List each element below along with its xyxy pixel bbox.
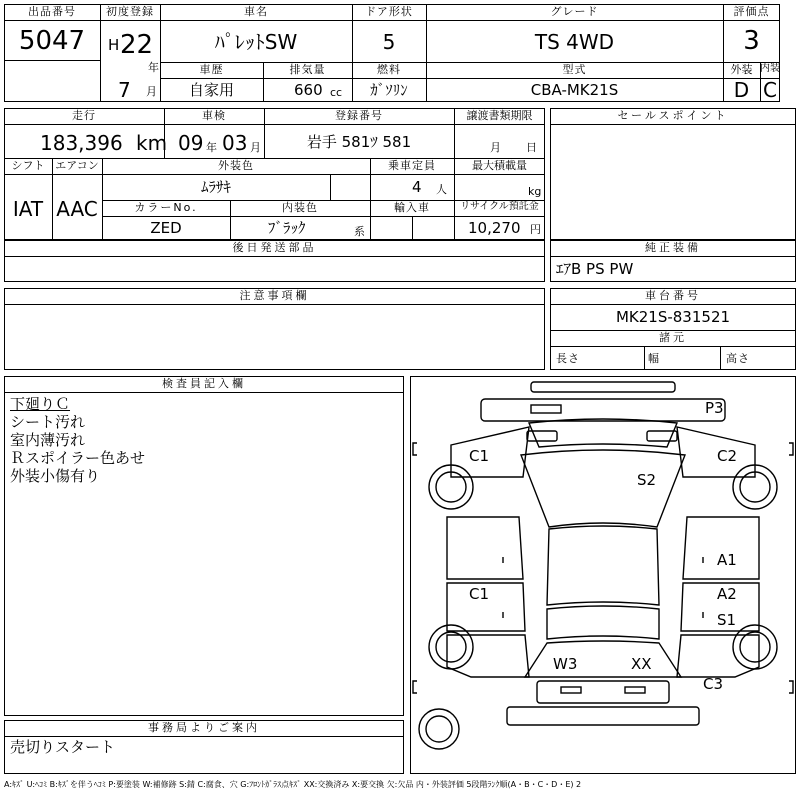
mark-s1: S1 (717, 611, 737, 629)
transfer-label: 譲渡書類期限 (466, 109, 533, 122)
exterior-color-value: ﾑﾗｻｷ (200, 178, 231, 196)
mark-a1: A1 (717, 551, 737, 569)
inspector-notes (10, 395, 145, 485)
damage-diagram (410, 376, 796, 774)
legend-text: A:ｷｽﾞ U:ﾍｺﾐ B:ｷｽﾞを伴うﾍｺﾐ P:要塗装 W:補修跡 S:錆 C:腐食、穴 G:ﾌﾛﾝﾄｶﾞﾗｽ点ｷｽﾞ XX:交換済み X:要交換 欠:欠品 内・外装評価 5段階ﾗﾝｸ順(A・B・C・D・E) 2 (4, 780, 582, 789)
reg-month: 7 (118, 78, 131, 102)
era: H (108, 36, 120, 54)
max-load-unit: kg (528, 185, 542, 198)
capacity-unit: 人 (436, 183, 448, 196)
equipment-value: ｴｱB PS PW (556, 260, 634, 278)
lot-label: 出品番号 (28, 5, 76, 18)
score-label: 評価点 (733, 5, 770, 18)
mileage-unit: km (136, 131, 168, 155)
max-load-label: 最大積載量 (472, 159, 527, 172)
aircon-label: エアコン (55, 159, 99, 172)
shift-label: シフト (11, 159, 45, 172)
month-unit: 月 (146, 85, 158, 98)
model-value: CBA-MK21S (530, 81, 619, 99)
capacity-label: 乗車定員 (388, 159, 436, 172)
aircon-value: AAC (56, 197, 98, 221)
exterior-grade-label: 外装 (730, 63, 753, 76)
history-value: 自家用 (188, 81, 234, 99)
first-reg-label: 初度登録 (106, 5, 154, 18)
chassis-value: MK21S-831521 (615, 308, 731, 326)
displacement-unit: cc (330, 86, 343, 99)
mark-a2: A2 (717, 585, 737, 603)
displacement-value: 660 (294, 81, 323, 99)
mark-p3: P3 (705, 399, 724, 417)
fuel-value: ｶﾞｿﾘﾝ (370, 81, 408, 99)
height-label: 高さ (726, 352, 750, 365)
mark-c1-mid: C1 (469, 585, 490, 603)
sales-point-label: セールスポイント (617, 109, 729, 122)
mark-s2: S2 (637, 471, 657, 489)
office-note: 売切りスタート (10, 738, 116, 756)
recycle-unit: 円 (530, 223, 542, 236)
inspection-label: 車検 (202, 109, 226, 122)
displacement-label: 排気量 (289, 63, 326, 76)
parts-label: 後日発送部品 (232, 241, 317, 254)
import-label: 輸入車 (394, 201, 430, 214)
inspection-year-unit: 年 (206, 141, 218, 154)
equipment-label: 純正装備 (645, 241, 701, 254)
plate-label: 登録番号 (335, 109, 383, 122)
grade-value: TS 4WD (534, 30, 615, 54)
mark-c2: C2 (717, 447, 738, 465)
inspector-note: 室内薄汚れ (10, 431, 86, 449)
interior-color-label: 内装色 (282, 201, 318, 214)
mark-c3: C3 (703, 675, 724, 693)
exterior-grade: D (733, 78, 750, 102)
color-no-label: カラーNo. (134, 201, 198, 214)
transfer-month-unit: 月 (490, 141, 502, 154)
inspector-note: 下廻りＣ (10, 395, 71, 413)
inspection-month-unit: 月 (250, 141, 262, 154)
car-name-label: 車名 (244, 5, 268, 18)
door-value: 5 (382, 30, 396, 54)
mark-c1-top: C1 (469, 447, 490, 465)
color-no-value: ZED (150, 219, 182, 237)
interior-grade-label: 内装 (760, 63, 780, 74)
inspector-note: シート汚れ (10, 413, 86, 431)
recycle-label: リサイクル預託金 (460, 201, 539, 212)
recycle-value: 10,270 (468, 219, 521, 237)
grade-label: グレード (550, 5, 599, 18)
reg-year: 22 (120, 30, 154, 60)
mark-w3: W3 (553, 655, 578, 673)
fuel-label: 燃料 (377, 63, 401, 76)
capacity-value: 4 (412, 178, 422, 196)
inspector-label: 検査員記入欄 (162, 377, 246, 390)
inspection-month: 03 (222, 131, 248, 155)
car-name: ﾊﾟﾚｯﾄSW (214, 30, 298, 54)
plate-value: 岩手 581ﾂ 581 (306, 133, 412, 151)
inspector-note: Ｒスポイラー色あせ (10, 449, 146, 467)
length-label: 長さ (556, 352, 580, 365)
year-unit: 年 (148, 61, 160, 74)
car-diagram-svg (411, 377, 795, 773)
width-label: 幅 (648, 352, 660, 365)
transfer-day-unit: 日 (526, 141, 538, 154)
inspection-year: 09 (178, 131, 204, 155)
chassis-label: 車台番号 (645, 289, 701, 302)
sales-point-box (550, 108, 796, 240)
score-value: 3 (743, 26, 760, 56)
dims-label: 諸元 (659, 331, 687, 344)
interior-grade: C (763, 78, 777, 102)
door-label: ドア形状 (365, 5, 413, 18)
interior-color-value: ﾌﾞﾗｯｸ (268, 219, 306, 237)
exterior-color-label: 外装色 (218, 159, 254, 172)
office-label: 事務局よりご案内 (148, 721, 260, 734)
interior-color-suffix: 系 (354, 225, 366, 238)
notes-label: 注意事項欄 (239, 289, 310, 302)
mileage-value: 183,396 (40, 131, 123, 155)
mark-xx: XX (631, 655, 652, 673)
lot-number: 5047 (18, 26, 86, 56)
model-label: 型式 (562, 63, 587, 76)
inspector-note: 外装小傷有り (10, 467, 101, 485)
mileage-label: 走行 (72, 109, 96, 122)
shift-value: IAT (12, 197, 44, 221)
history-label: 車歴 (199, 63, 224, 76)
